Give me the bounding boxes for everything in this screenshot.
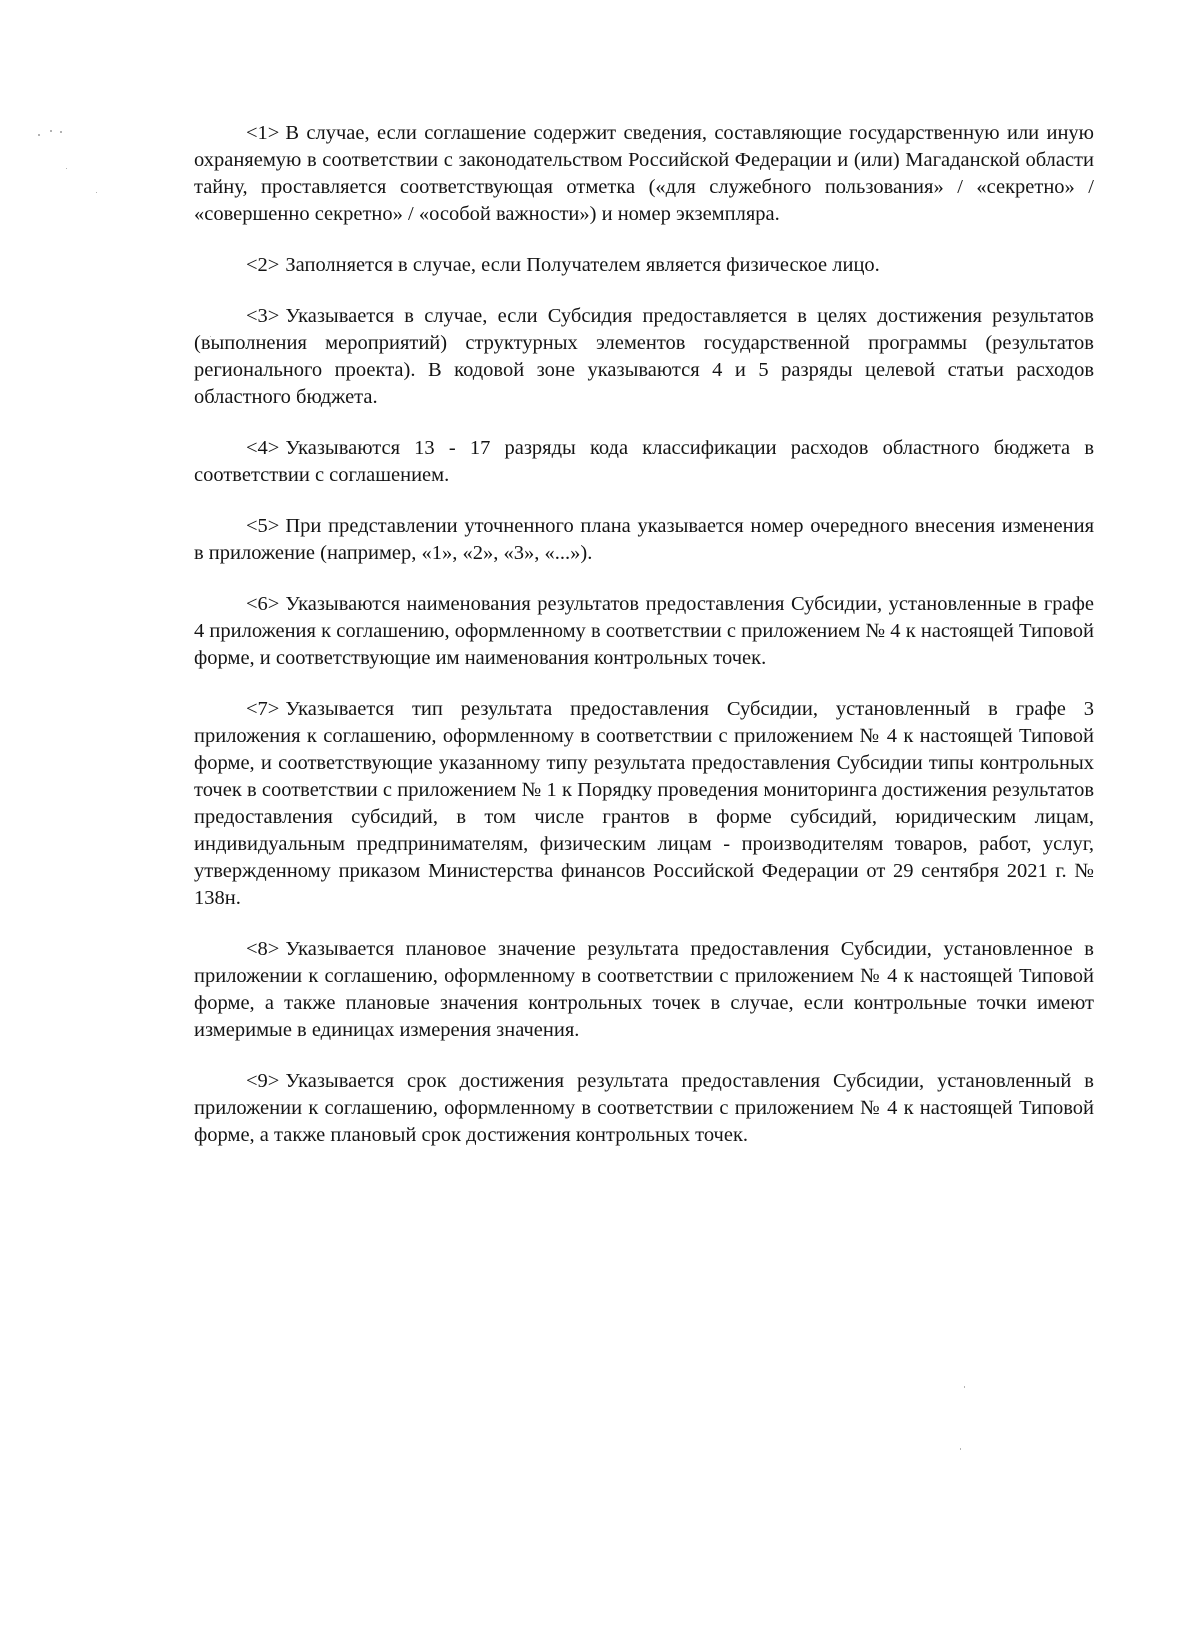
footnote-3 [194,303,1094,411]
footnote-text: Указываются 13 - 17 разряды кода классификации расходов областного бюджета в соответствии с соглашением. [194,437,1094,486]
scan-speck [60,131,62,133]
footnote-7 [194,696,1094,912]
footnote-marker: <7> [246,698,280,720]
footnote-text: При представлении уточненного плана указывается номер очередного внесения изменения в приложение (например, «1», «2», «3», «...»). [194,515,1094,564]
footnote-6 [194,591,1094,672]
footnote-1 [194,120,1094,228]
scan-speck [964,1386,965,1388]
scan-speck [960,1448,961,1450]
footnote-9 [194,1068,1094,1149]
footnote-marker: <6> [246,593,280,615]
footnote-marker: <3> [246,305,280,327]
footnote-marker: <4> [246,437,280,459]
footnote-text: В случае, если соглашение содержит сведения, составляющие государственную или иную охраняемую в соответствии с законодательством Российской Федерации и (или) Магаданской области тайну, проставляется соответствующая отметка («для служебного пользования» / «секретно» / «совершенно секретно» / «особой важности») и номер экземпляра. [194,122,1094,225]
footnote-text: Указывается срок достижения результата предоставления Субсидии, установленный в приложении к соглашению, оформленному в соответствии с приложением № 4 к настоящей Типовой форме, а также плановый срок достижения контрольных точек. [194,1070,1094,1146]
footnote-2 [194,252,1094,279]
scan-speck [66,168,67,169]
footnotes-block [194,120,1094,1173]
footnote-text: Указывается плановое значение результата предоставления Субсидии, установленное в приложении к соглашению, оформленному в соответствии с приложением № 4 к настоящей Типовой форме, а также плановые значения контрольных точек в случае, если контрольные точки имеют измеримые в единицах измерения значения. [194,938,1094,1041]
footnote-marker: <8> [246,938,280,960]
scan-speck [50,130,52,132]
scan-speck [96,192,97,193]
footnote-text: Указывается тип результата предоставления Субсидии, установленный в графе 3 приложения к соглашению, оформленному в соответствии с приложением № 4 к настоящей Типовой форме, и соответствующие указанному типу результата предоставления Субсидии типы контрольных точек в соответствии с приложением № 1 к Порядку проведения мониторинга достижения результатов предоставления субсидий, в том числе грантов в форме субсидий, юридическим лицам, индивидуальным предпринимателям, физическим лицам - производителям товаров, работ, услуг, утвержденному приказом Министерства финансов Российской Федерации от 29 сентября 2021 г. № 138н. [194,698,1094,909]
footnote-text: Заполняется в случае, если Получателем является физическое лицо. [285,254,880,276]
footnote-marker: <5> [246,515,280,537]
footnote-5 [194,513,1094,567]
footnote-text: Указывается в случае, если Субсидия предоставляется в целях достижения результатов (выполнения мероприятий) структурных элементов государственной программы (результатов регионального проекта). В кодовой зоне указываются 4 и 5 разряды целевой статьи расходов областного бюджета. [194,305,1094,408]
footnote-4 [194,435,1094,489]
scan-speck [38,134,40,136]
footnote-marker: <2> [246,254,280,276]
footnote-marker: <9> [246,1070,280,1092]
footnote-text: Указываются наименования результатов предоставления Субсидии, установленные в графе 4 приложения к соглашению, оформленному в соответствии с приложением № 4 к настоящей Типовой форме, и соответствующие им наименования контрольных точек. [194,593,1094,669]
footnote-8 [194,936,1094,1044]
footnote-marker: <1> [246,122,280,144]
